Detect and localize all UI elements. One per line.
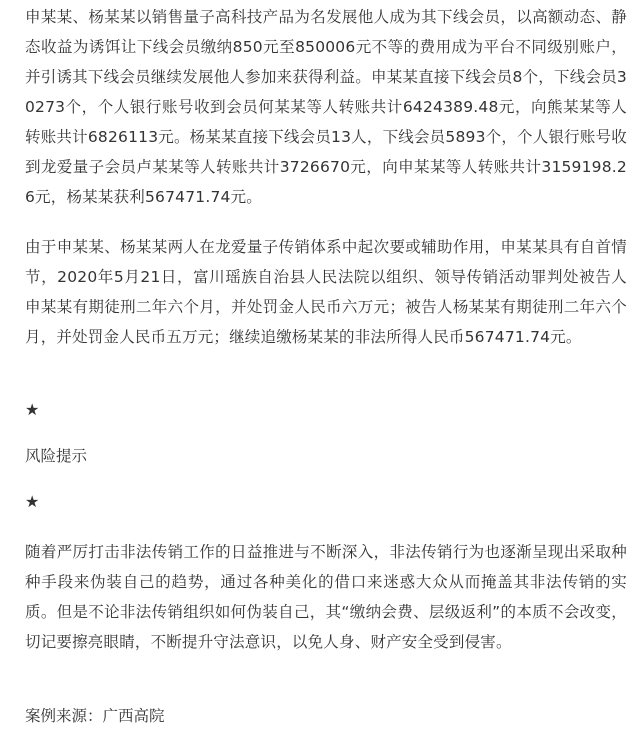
risk-warning-paragraph: 随着严厉打击非法传销工作的日益推进与不断深入，非法传销行为也逐渐呈现出采取种种手段来伪装自己的趋势，通过各种美化的借口来迷惑大众从而掩盖其非法传销的实质。但是不论非法传销组织如何伪装自己，其“缴纳会费、层级返利”的本质不会改变，切记要擦亮眼睛，不断提升守法意识，以免人身、财产安全受到侵害。 [25,543,627,651]
case-source: 案例来源：广西高院 [25,707,165,725]
case-detail-paragraph: 申某某、杨某某以销售量子高科技产品为名发展他人成为其下线会员，以高额动态、静态收益为诱饵让下线会员缴纳850元至850006元不等的费用成为平台不同级别账户，并引诱其下线会员继续发展他人参加来获得利益。申某某直接下线会员8个，下线会员30273个，个人银行账号收到会员何某某等人转账共计6424389.48元，向熊某某等人转账共计6826113元。杨某某直接下线会员13人，下线会员5893个，个人银行账号收到龙爱量子会员卢某某等人转账共计3726670元，向申某某等人转账共计3159198.26元，杨某某获利567471.74元。 [25,8,627,206]
separator-star-icon: ★ [25,400,40,419]
separator-star-icon: ★ [25,492,40,511]
risk-heading: 风险提示 [25,447,88,465]
verdict-paragraph: 由于申某某、杨某某两人在龙爱量子传销体系中起次要或辅助作用，申某某具有自首情节，2020年5月21日，富川瑶族自治县人民法院以组织、领导传销活动罪判处被告人申某某有期徒刑二年六个月，并处罚金人民币六万元；被告人杨某某有期徒刑二年六个月，并处罚金人民币五万元；继续追缴杨某某的非法所得人民币567471.74元。 [25,238,627,346]
